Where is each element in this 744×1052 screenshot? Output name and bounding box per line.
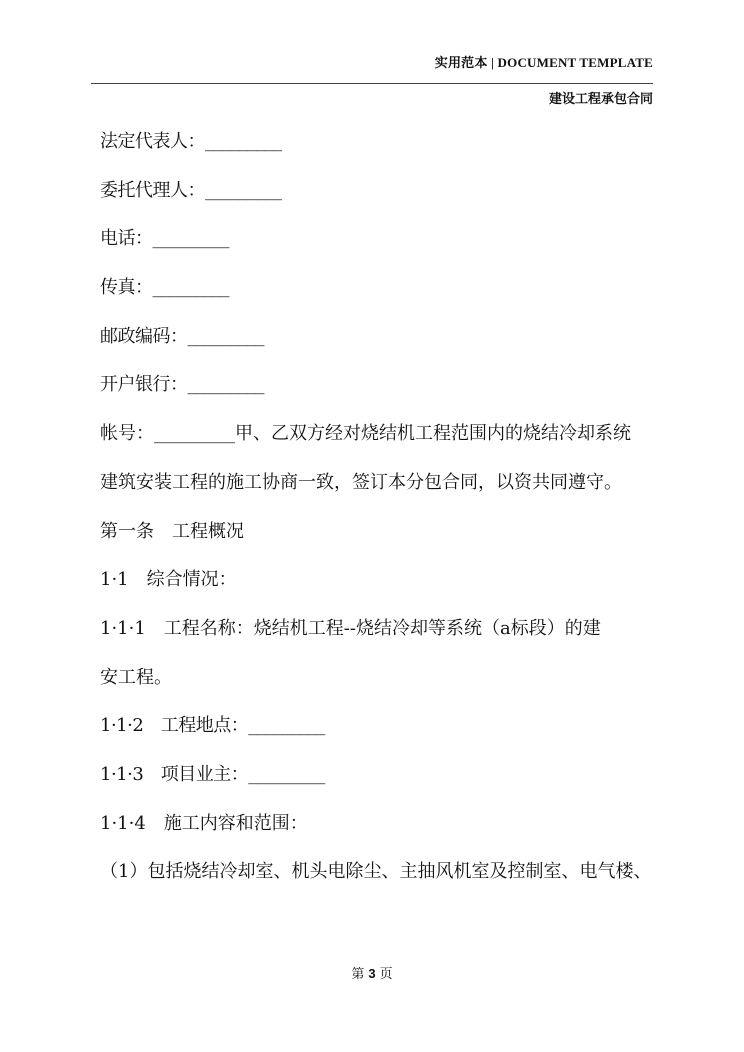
page-suffix: 页 [379, 967, 393, 982]
text-line: 帐号：_________甲、乙双方经对烧结机工程范围内的烧结冷却系统 [100, 423, 631, 445]
text-line: （1）包括烧结冷却室、机头电除尘、主抽风机室及控制室、电气楼、 [100, 861, 652, 883]
header-divider [91, 83, 653, 84]
text-line: 委托代理人：_________ [100, 179, 282, 201]
header-title: 实用范本 | DOCUMENT TEMPLATE [434, 55, 653, 70]
text-line: 开户银行：_________ [100, 374, 264, 396]
header-subtitle: 建设工程承包合同 [548, 92, 653, 107]
text-line: 1·1·4 施工内容和范围： [100, 812, 308, 834]
section-heading: 第一条 工程概况 [100, 520, 244, 542]
page-number-value: 3 [368, 966, 376, 981]
text-line: 安工程。 [100, 666, 172, 688]
text-line: 建筑安装工程的施工协商一致，签订本分包合同，以资共同遵守。 [100, 471, 622, 493]
text-line: 传真：_________ [100, 277, 229, 299]
document-body [100, 130, 660, 909]
page-number [0, 963, 744, 982]
text-line: 邮政编码：_________ [100, 325, 264, 347]
text-line: 1·1·2 工程地点：_________ [100, 715, 325, 737]
text-line: 1·1 综合情况： [100, 569, 237, 591]
page-prefix: 第 [351, 967, 365, 982]
text-line: 法定代表人：_________ [100, 131, 282, 152]
text-line: 1·1·3 项目业主：_________ [100, 763, 325, 785]
text-line: 电话：_________ [100, 228, 229, 250]
text-line: 1·1·1 工程名称：烧结机工程--烧结冷却等系统（a标段）的建 [100, 617, 601, 639]
